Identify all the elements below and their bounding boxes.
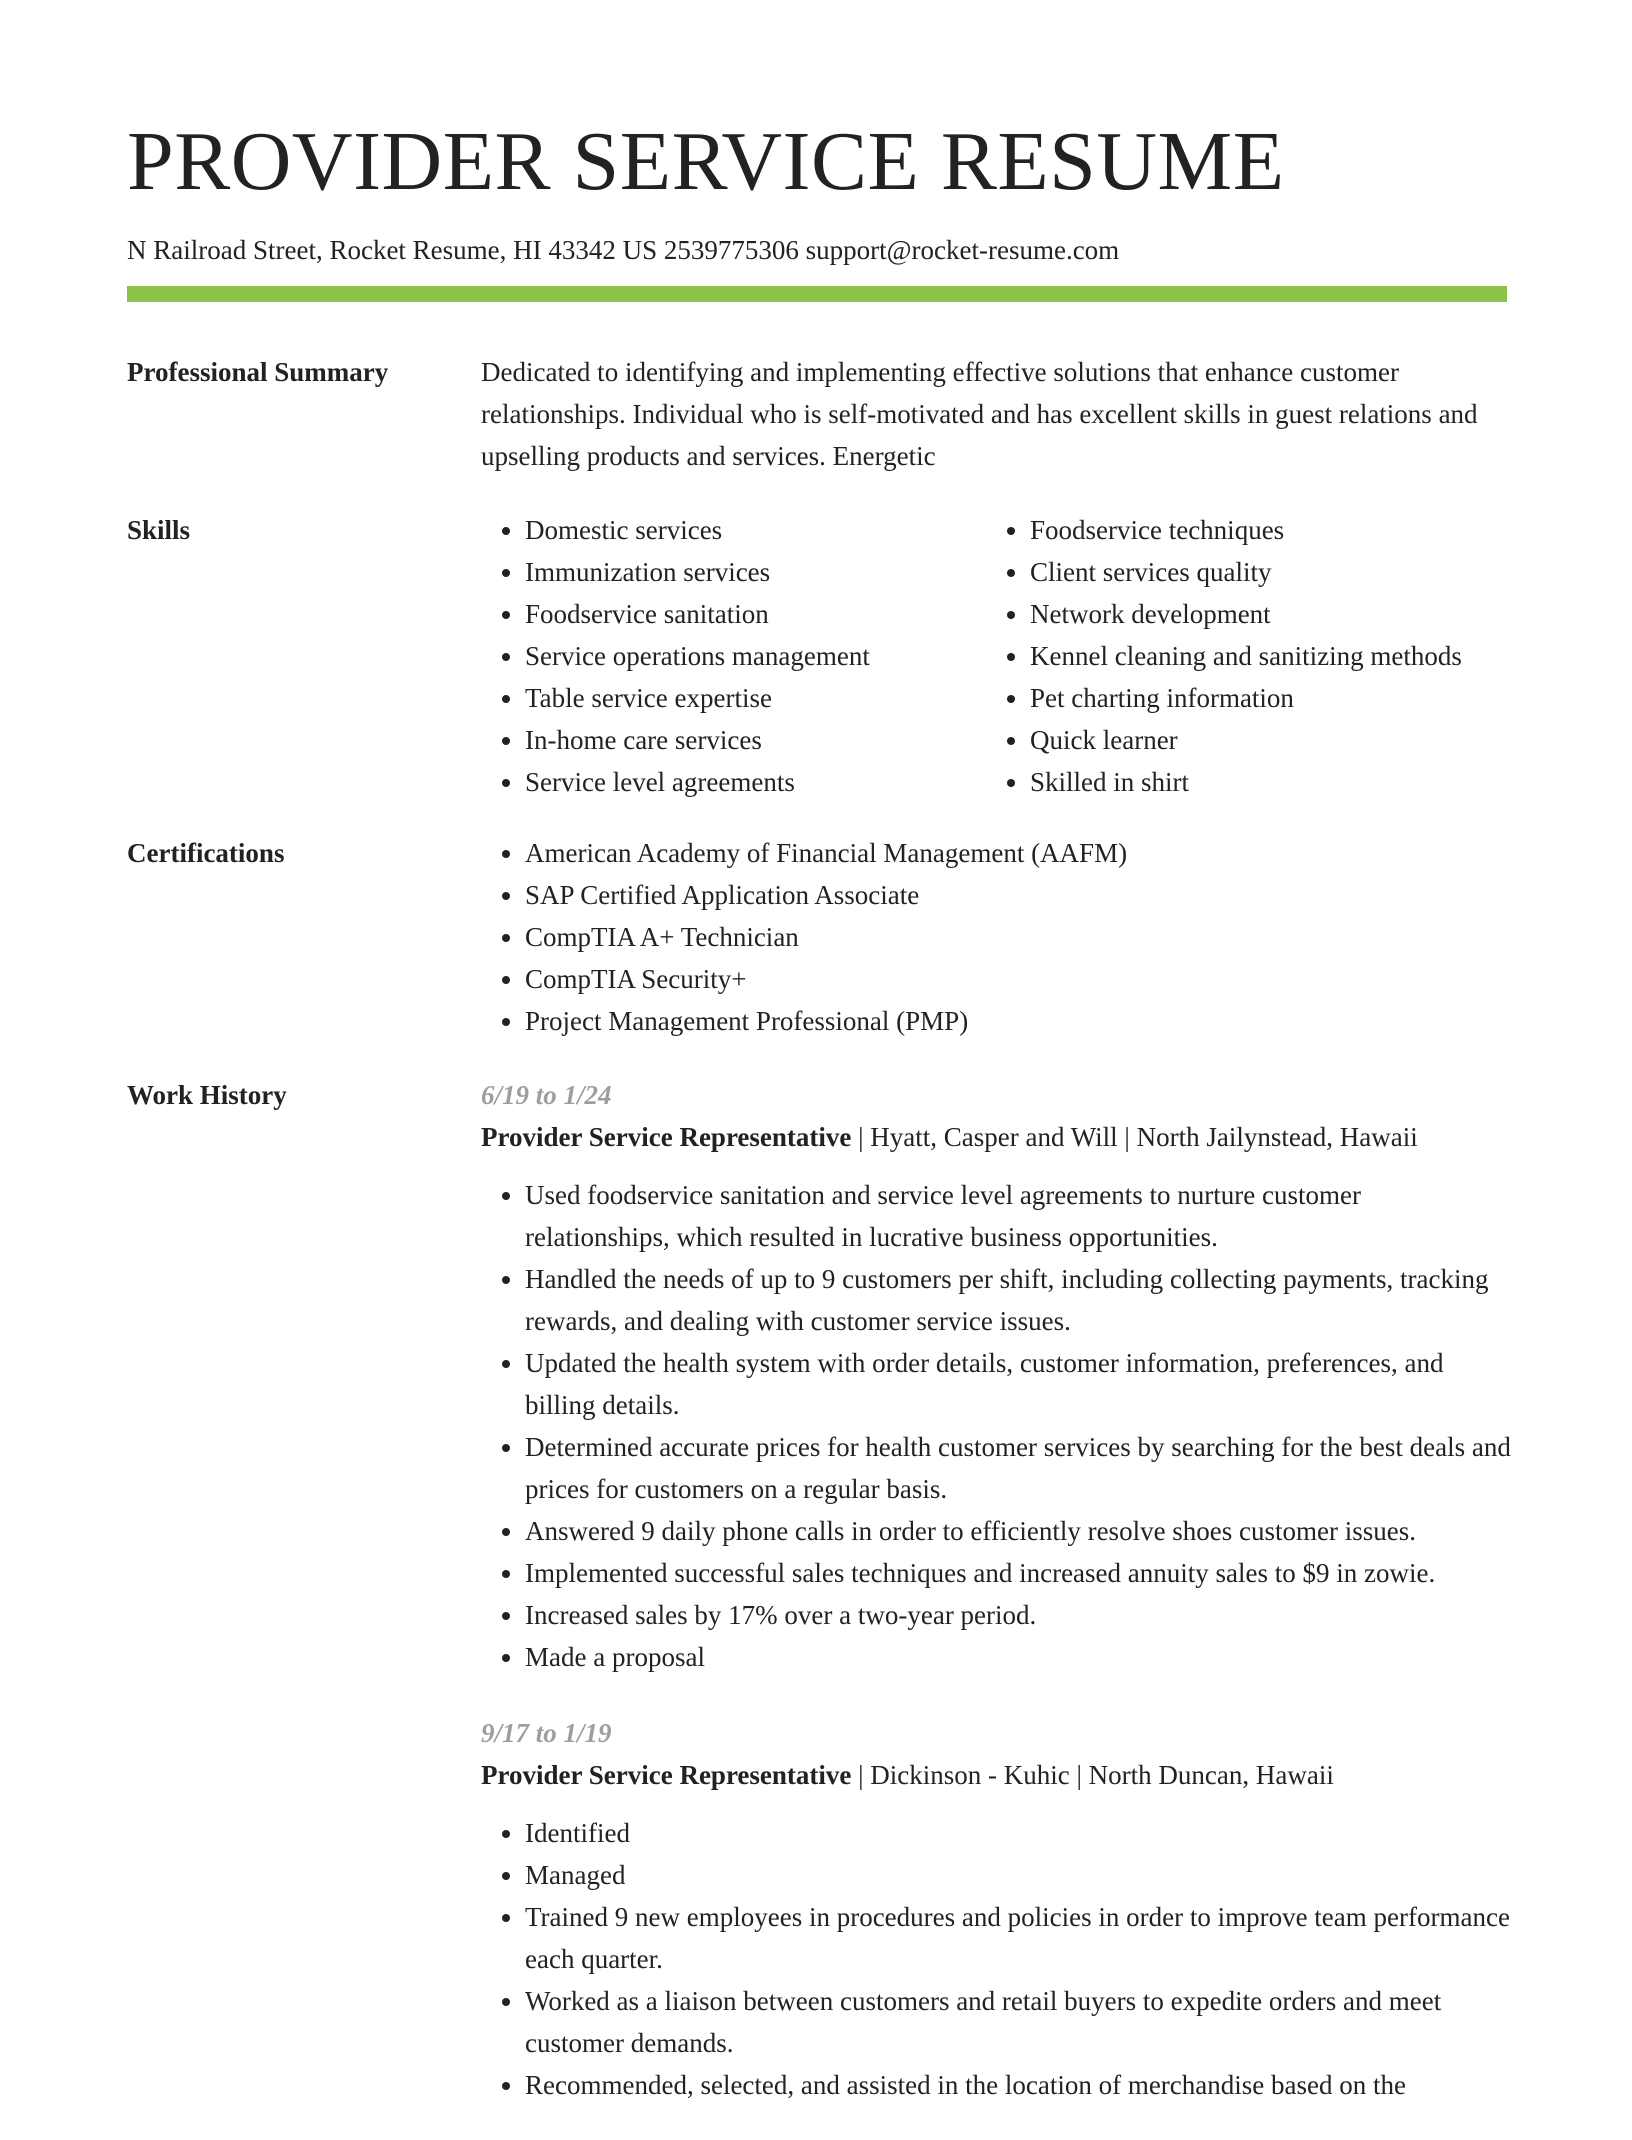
skills-label: Skills (127, 515, 191, 545)
skill-item: • Foodservice sanitation (525, 593, 986, 635)
certification-item: • CompTIA A+ Technician (525, 916, 1511, 958)
job-title: Provider Service Representative (481, 1760, 852, 1790)
skill-item: • Service operations management (525, 635, 986, 677)
job-bullet: • Used foodservice sanitation and service level agreements to nurture customer relationships, which resulted in lucrative business opportunities. (525, 1174, 1511, 1258)
work-history-label: Work History (127, 1080, 287, 1110)
certification-item: • Project Management Professional (PMP) (525, 1000, 1511, 1042)
job-details: | Hyatt, Casper and Will | North Jailynstead, Hawaii (851, 1122, 1418, 1152)
job-dates: 6/19 to 1/24 (481, 1080, 612, 1110)
contact-info: N Railroad Street, Rocket Resume, HI 43342 US 2539775306 support@rocket-resume.com (127, 235, 1120, 265)
job-bullet: • Answered 9 daily phone calls in order to efficiently resolve shoes customer issues. (525, 1510, 1511, 1552)
skills-columns (481, 509, 1511, 803)
job-bullet: • Determined accurate prices for health customer services by searching for the best deals and prices for customers on a regular basis. (525, 1426, 1511, 1510)
job-bullet: • Trained 9 new employees in procedures and policies in order to improve team performance each quarter. (525, 1896, 1511, 1980)
skill-item: • Quick learner (1030, 719, 1462, 761)
summary-label: Professional Summary (127, 357, 389, 387)
skill-item: • Foodservice techniques (1030, 509, 1462, 551)
skills-list-right (986, 509, 1462, 803)
skill-item: • In-home care services (525, 719, 986, 761)
job-details: | Dickinson - Kuhic | North Duncan, Hawaii (851, 1760, 1334, 1790)
job-dates: 9/17 to 1/19 (481, 1718, 612, 1748)
job-bullet: • Increased sales by 17% over a two-year period. (525, 1594, 1511, 1636)
job-entry (481, 1712, 1511, 2106)
skill-item: • Network development (1030, 593, 1462, 635)
job-bullet: • Identified (525, 1812, 1511, 1854)
skill-item: • Kennel cleaning and sanitizing methods (1030, 635, 1462, 677)
summary-text: Dedicated to identifying and implementing effective solutions that enhance customer relationships. Individual who is self-motivated and has excellent skills in guest relations and upselling products and services. Energetic (481, 357, 1478, 471)
job-bullet: • Managed (525, 1854, 1511, 1896)
certifications-label: Certifications (127, 838, 285, 868)
skill-item: • Skilled in shirt (1030, 761, 1462, 803)
certifications-list (481, 832, 1511, 1042)
job-bullet: • Implemented successful sales techniques and increased annuity sales to $9 in zowie. (525, 1552, 1511, 1594)
certification-item: • SAP Certified Application Associate (525, 874, 1511, 916)
job-bullet: • Worked as a liaison between customers and retail buyers to expedite orders and meet customer demands. (525, 1980, 1511, 2064)
job-bullet: • Updated the health system with order details, customer information, preferences, and billing details. (525, 1342, 1511, 1426)
job-bullet: • Handled the needs of up to 9 customers per shift, including collecting payments, tracking rewards, and dealing with customer service issues. (525, 1258, 1511, 1342)
accent-divider (127, 286, 1507, 302)
job-heading (481, 1754, 1511, 1796)
certification-item: • American Academy of Financial Management (AAFM) (525, 832, 1511, 874)
resume-title: PROVIDER SERVICE RESUME (127, 115, 1285, 208)
job-bullet: • Made a proposal (525, 1636, 1511, 1678)
job-title: Provider Service Representative (481, 1122, 852, 1152)
job-bullet: • Recommended, selected, and assisted in the location of merchandise based on the (525, 2064, 1511, 2106)
job-bullets (481, 1812, 1511, 2106)
skill-item: • Immunization services (525, 551, 986, 593)
skill-item: • Table service expertise (525, 677, 986, 719)
job-bullets (481, 1174, 1511, 1678)
job-entry (481, 1074, 1511, 1678)
certification-item: • CompTIA Security+ (525, 958, 1511, 1000)
skill-item: • Service level agreements (525, 761, 986, 803)
skill-item: • Client services quality (1030, 551, 1462, 593)
skill-item: • Domestic services (525, 509, 986, 551)
job-heading (481, 1116, 1511, 1158)
skills-list-left (481, 509, 986, 803)
skill-item: • Pet charting information (1030, 677, 1462, 719)
